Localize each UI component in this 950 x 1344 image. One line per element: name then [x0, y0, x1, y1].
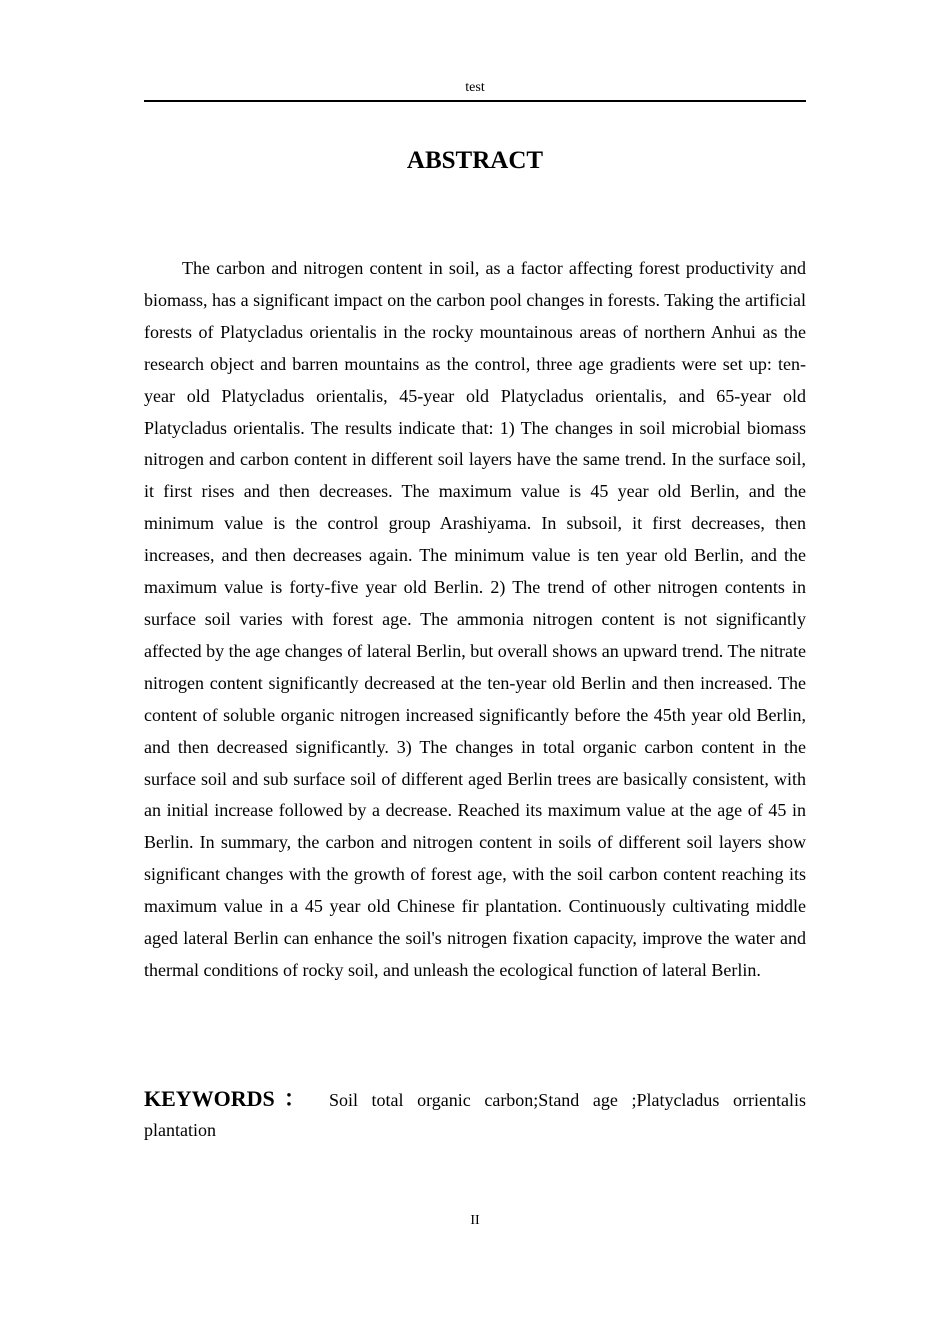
keywords-separator: ： — [274, 1086, 315, 1111]
abstract-title: ABSTRACT — [406, 147, 544, 174]
header-divider — [144, 100, 806, 102]
abstract-paragraph: The carbon and nitrogen content in soil, as a factor affecting forest productivity and biomass, has a significant impact on the carbon pool changes in forests. Taking the artificial forests of Platycladus orientalis in the rocky mountainous areas of northern Anhui as the research object and barren mountains as the control, three age gradients were set up: ten-year old Platycladus orientalis, 45-year old Platycladus orientalis, and 65-year old Platycladus orientalis. The results indicate that: 1) The changes in soil microbial biomass nitrogen and carbon content in different soil layers have the same trend. In the surface soil, it first rises and then decreases. The maximum value is 45 year old Berlin, and the minimum value is the control group Arashiyama. In subsoil, it first decreases, then increases, and then decreases again. The minimum value is ten year old Berlin, and the maximum value is forty-five year old Berlin. 2) The trend of other nitrogen contents in surface soil varies with forest age. The ammonia nitrogen content is not significantly affected by the age changes of lateral Berlin, but overall shows an upward trend. The nitrate nitrogen content significantly decreased at the ten-year old Berlin and then increased. The content of soluble organic nitrogen increased significantly before the 45th year old Berlin, and then decreased significantly. 3) The changes in total organic carbon content in the surface soil and sub surface soil of different aged Berlin trees are basically consistent, with an initial increase followed by a decrease. Reached its maximum value at the age of 45 in Berlin. In summary, the carbon and nitrogen content in soils of different soil layers show significant changes with the growth of forest age, with the soil carbon content reaching its maximum value in a 45 year old Chinese fir plantation. Continuously cultivating middle aged lateral Berlin can enhance the soil's nitrogen fixation capacity, improve the water and thermal conditions of rocky soil, and unleash the ecological function of lateral Berlin. — [144, 258, 806, 980]
keywords-text: Soil total organic carbon;Stand age ;Platycladus orrientalis plantation — [144, 1090, 806, 1140]
keywords-label: KEYWORDS — [144, 1086, 275, 1111]
keywords-line — [144, 1084, 806, 1145]
running-header: test — [465, 80, 485, 95]
page-number: II — [470, 1213, 480, 1228]
